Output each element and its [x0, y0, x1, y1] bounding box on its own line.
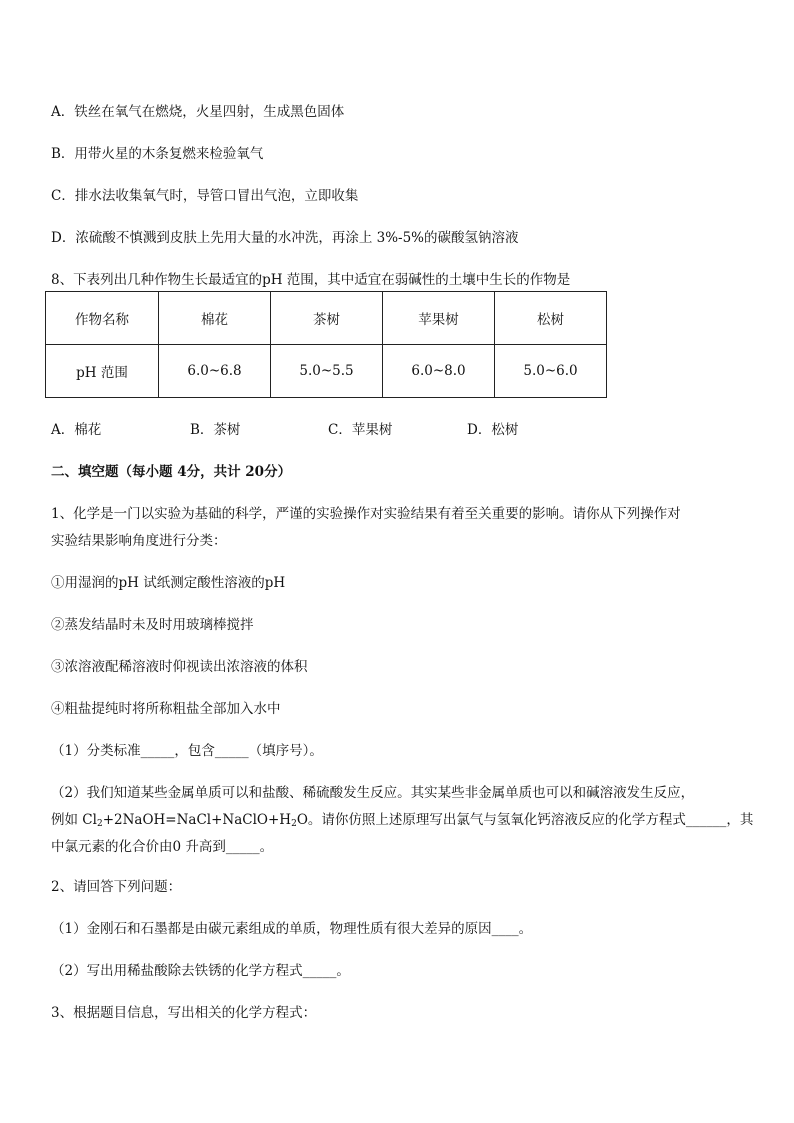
table-cell: 5.0~5.5: [271, 345, 383, 398]
table-header-cell: 作物名称: [46, 292, 159, 345]
subscript: 2: [96, 819, 103, 829]
q8-option-a: A．棉花: [51, 422, 102, 438]
equation-text: O。请你仿照上述原理写出氯气与氢氧化钙溶液反应的化学方程式______，其: [296, 812, 754, 828]
q2-sub1: （1）金刚石和石墨都是由碳元素组成的单质，物理性质有很大差异的原因____。: [51, 921, 533, 937]
q8-option-b: B．茶树: [190, 422, 241, 438]
equation-text: 例如 Cl: [51, 812, 97, 828]
section-title: 二、填空题（每小题 4分，共计 20分）: [51, 464, 292, 480]
q1-item-3: ③浓溶液配稀溶液时仰视读出浓溶液的体积: [51, 659, 308, 675]
table-cell: pH 范围: [46, 345, 159, 398]
q7-option-b: B．用带火星的木条复燃来检验氧气: [51, 146, 264, 162]
q3-stem: 3、根据题目信息，写出相关的化学方程式：: [51, 1005, 317, 1021]
q1-sub2-line2: [51, 808, 753, 829]
q2-sub2: （2）写出用稀盐酸除去铁锈的化学方程式_____。: [51, 963, 350, 979]
subscript: 2: [291, 819, 297, 829]
ph-range-table: [45, 291, 607, 398]
q1-sub2-line1: （2）我们知道某些金属单质可以和盐酸、稀硫酸发生反应。其实某些非金属单质也可以和碱溶液发生反应，: [51, 785, 695, 801]
table-header-cell: 棉花: [159, 292, 271, 345]
q8-option-d: D．松树: [467, 422, 519, 438]
q7-option-d: D．浓硫酸不慎溅到皮肤上先用大量的水冲洗，再涂上 3%-5%的碳酸氢钠溶液: [51, 230, 519, 246]
q1-item-2: ②蒸发结晶时未及时用玻璃棒搅拌: [51, 617, 254, 633]
table-row: [46, 345, 607, 398]
table-cell: 6.0~6.8: [159, 345, 271, 398]
table-cell: 6.0~8.0: [383, 345, 495, 398]
q8-option-c: C．苹果树: [328, 422, 393, 438]
table-header-cell: 苹果树: [383, 292, 495, 345]
q1-sub2-line3: 中氯元素的化合价由0 升高到_____。: [51, 839, 274, 855]
table-header-cell: 茶树: [271, 292, 383, 345]
q8-stem: 8、下表列出几种作物生长最适宜的pH 范围，其中适宜在弱碱性的土壤中生长的作物是: [51, 272, 571, 288]
equation-text: +2NaOH=NaCl+NaClO+H: [102, 812, 292, 828]
table-row: [46, 292, 607, 345]
table-cell: 5.0~6.0: [495, 345, 607, 398]
q1-item-1: ①用湿润的pH 试纸测定酸性溶液的pH: [51, 575, 286, 591]
q1-stem-line2: 实验结果影响角度进行分类：: [51, 533, 227, 549]
q2-stem: 2、请回答下列问题：: [51, 879, 182, 895]
q7-option-a: A．铁丝在氧气在燃烧，火星四射，生成黑色固体: [51, 104, 345, 120]
q1-sub1: （1）分类标准_____，包含_____（填序号）。: [51, 743, 323, 759]
q1-stem-line1: 1、化学是一门以实验为基础的科学，严谨的实验操作对实验结果有着至关重要的影响。请你从下列操作对: [51, 506, 681, 522]
q7-option-c: C．排水法收集氧气时，导管口冒出气泡，立即收集: [51, 188, 359, 204]
table-header-cell: 松树: [495, 292, 607, 345]
q8-options: [51, 418, 651, 438]
q1-item-4: ④粗盐提纯时将所称粗盐全部加入水中: [51, 701, 281, 717]
